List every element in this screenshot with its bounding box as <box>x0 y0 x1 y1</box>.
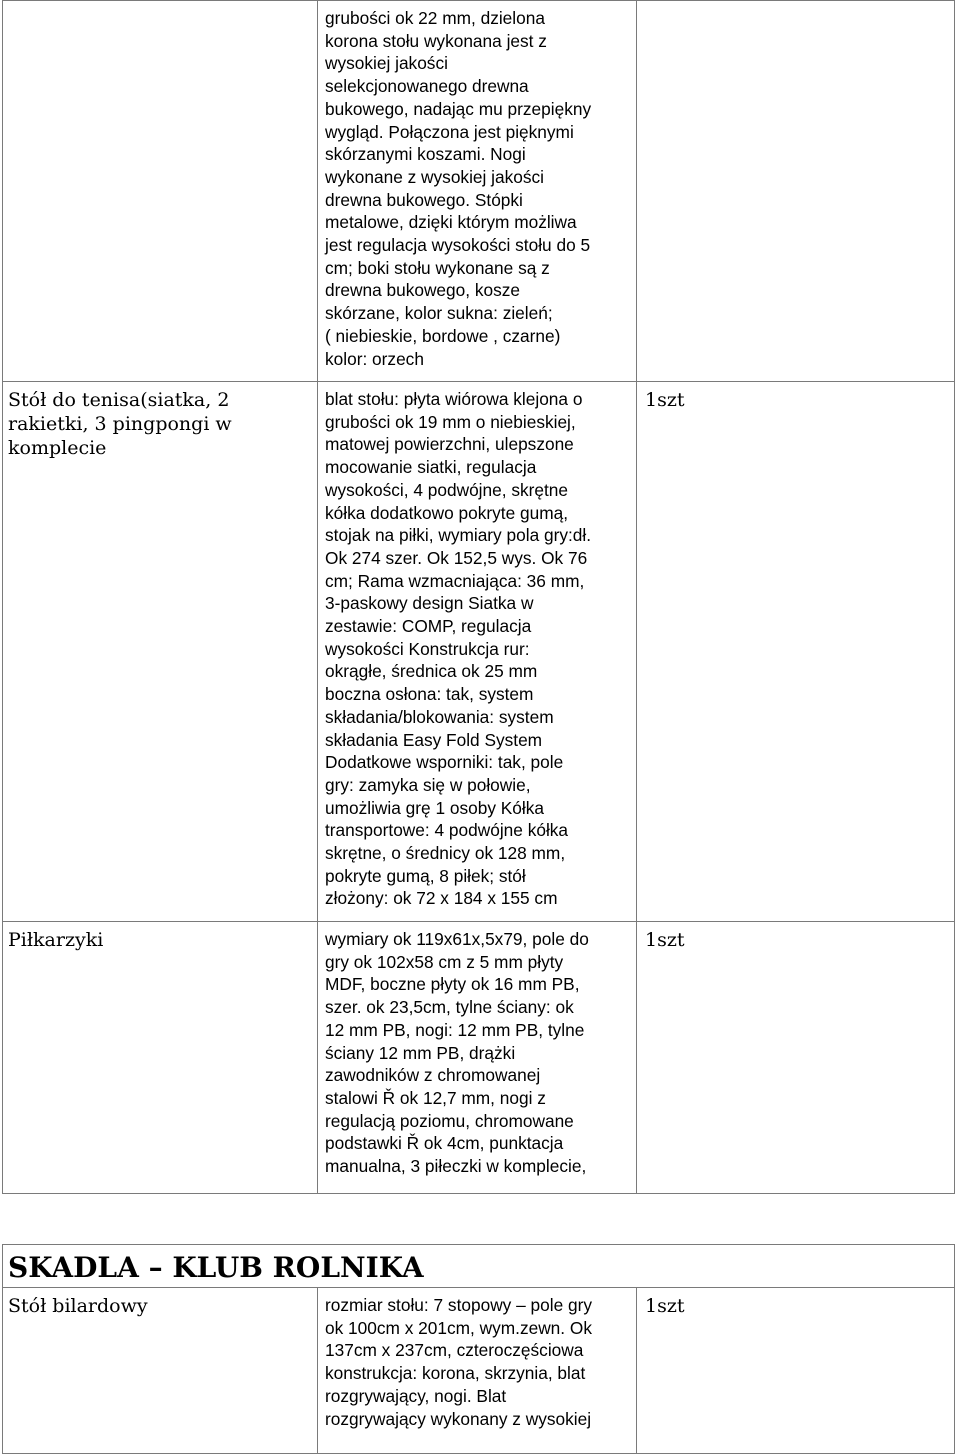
item-description-cell: rozmiar stołu: 7 stopowy – pole gry ok 100cm x 201cm, wym.zewn. Ok 137cm x 237cm, czteroczęściowa konstrukcja: korona, skrzynia, blat rozgrywający, nogi. Blat rozgrywający wykonany z wysokiej <box>318 1288 637 1454</box>
item-name-cell <box>3 1 318 382</box>
item-description-cell: blat stołu: płyta wiórowa klejona o grubości ok 19 mm o niebieskiej, matowej powierzchni, ulepszone mocowanie siatki, regulacja wysokości, 4 podwójne, skrętne kółka dodatkowo pokryte gumą, stojak na piłki, wymiary pola gry:dł. Ok 274 szer. Ok 152,5 wys. Ok 76 cm; Rama wzmacniająca: 36 mm, 3-paskowy design Siatka w zestawie: COMP, regulacja wysokości Konstrukcja rur: okrągłe, średnica ok 25 mm boczna osłona: tak, system składania/blokowania: system składania Easy Fold System Dodatkowe wsporniki: tak, pole gry: zamyka się w połowie, umożliwia grę 1 osoby Kółka transportowe: 4 podwójne kółka skrętne, o średnicy ok 128 mm, pokryte gumą, 8 piłek; stół złożony: ok 72 x 184 x 155 cm <box>318 382 637 922</box>
section-heading: SKADLA – KLUB ROLNIKA <box>3 1245 955 1288</box>
item-name-cell: Stół bilardowy <box>3 1288 318 1454</box>
item-quantity-cell: 1szt <box>637 382 955 922</box>
table-row <box>3 922 955 1194</box>
item-quantity-cell: 1szt <box>637 922 955 1194</box>
section-heading-row <box>3 1245 955 1288</box>
item-description-cell: grubości ok 22 mm, dzielona korona stołu wykonana jest z wysokiej jakości selekcjonowanego drewna bukowego, nadając mu przepiękny wygląd. Połączona jest pięknymi skórzanymi koszami. Nogi wykonane z wysokiej jakości drewna bukowego. Stópki metalowe, dzięki którym możliwa jest regulacja wysokości stołu do 5 cm; boki stołu wykonane są z drewna bukowego, kosze skórzane, kolor sukna: zieleń; ( niebieskie, bordowe , czarne) kolor: orzech <box>318 1 637 382</box>
table-row <box>3 1 955 382</box>
klub-rolnika-table <box>2 1244 955 1454</box>
table-row <box>3 382 955 922</box>
table-row <box>3 1288 955 1454</box>
item-quantity-cell: 1szt <box>637 1288 955 1454</box>
item-name-cell: Piłkarzyki <box>3 922 318 1194</box>
item-name-cell: Stół do tenisa(siatka, 2 rakietki, 3 pingpongi w komplecie <box>3 382 318 922</box>
item-quantity-cell <box>637 1 955 382</box>
equipment-table <box>2 0 955 1194</box>
item-description-cell: wymiary ok 119x61x,5x79, pole do gry ok 102x58 cm z 5 mm płyty MDF, boczne płyty ok 16 mm PB, szer. ok 23,5cm, tylne ściany: ok 12 mm PB, nogi: 12 mm PB, tylne ściany 12 mm PB, drążki zawodników z chromowanej stalowi Ř ok 12,7 mm, nogi z regulacją poziomu, chromowane podstawki Ř ok 4cm, punktacja manualna, 3 piłeczki w komplecie, <box>318 922 637 1194</box>
